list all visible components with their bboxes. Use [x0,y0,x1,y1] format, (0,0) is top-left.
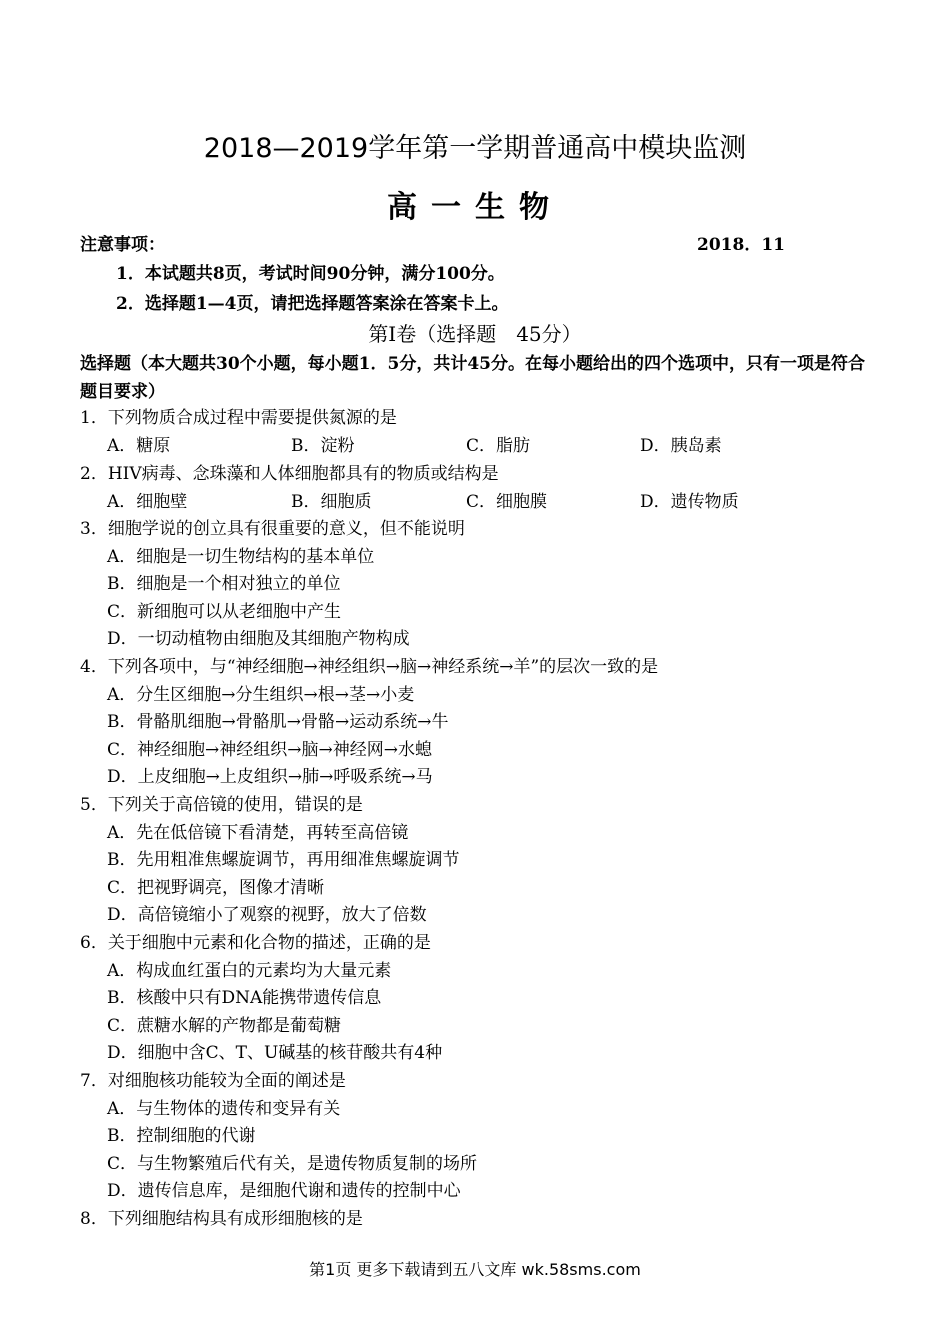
question-2-option-b: B．细胞质 [291,492,372,512]
question-6-stem: 6．关于细胞中元素和化合物的描述，正确的是 [80,933,431,953]
question-3-option-d: D．一切动植物由细胞及其细胞产物构成 [107,629,410,649]
section-instructions: 选择题（本大题共30个小题，每小题1．5分，共计45分。在每小题给出的四个选项中，只有一项是符合题目要求） [80,354,865,402]
question-3-option-c: C．新细胞可以从老细胞中产生 [107,602,342,622]
question-4-option-a: A．分生区细胞→分生组织→根→茎→小麦 [107,685,415,705]
question-1-option-b: B．淀粉 [291,436,355,456]
question-3-stem: 3．细胞学说的创立具有很重要的意义，但不能说明 [80,519,465,539]
question-4-option-c: C．神经细胞→神经组织→脑→神经网→水螅 [107,740,432,760]
question-7-stem: 7．对细胞核功能较为全面的阐述是 [80,1071,346,1091]
question-1-option-c: C．脂肪 [466,436,531,456]
question-7-option-a: A．与生物体的遗传和变异有关 [107,1099,341,1119]
question-8-stem: 8．下列细胞结构具有成形细胞核的是 [80,1209,363,1229]
question-5-option-d: D．高倍镜缩小了观察的视野，放大了倍数 [107,905,427,925]
question-6-option-b: B．核酸中只有DNA能携带遗传信息 [107,988,382,1008]
question-7-option-b: B．控制细胞的代谢 [107,1126,256,1146]
section-title: 第Ⅰ卷（选择题 45分） [368,322,582,346]
notes-label: 注意事项： [80,235,165,255]
question-6-option-c: C．蔗糖水解的产物都是葡萄糖 [107,1016,342,1036]
question-1-stem: 1．下列物质合成过程中需要提供氮源的是 [80,408,397,428]
question-2-option-d: D．遗传物质 [640,492,739,512]
question-2-option-c: C．细胞膜 [466,492,548,512]
question-5-option-b: B．先用粗准焦螺旋调节，再用细准焦螺旋调节 [107,850,460,870]
question-4-option-b: B．骨骼肌细胞→骨骼肌→骨骼→运动系统→牛 [107,712,449,732]
question-3-option-b: B．细胞是一个相对独立的单位 [107,574,341,594]
note-2: 2．选择题1—4页，请把选择题答案涂在答案卡上。 [116,294,509,314]
question-4-option-d: D．上皮细胞→上皮组织→肺→呼吸系统→马 [107,767,433,787]
page-footer: 第1页 更多下载请到五八文库 wk.58sms.com [309,1260,641,1279]
question-6-option-a: A．构成血红蛋白的元素均为大量元素 [107,961,392,981]
question-4-stem: 4．下列各项中，与“神经细胞→神经组织→脑→神经系统→羊”的层次一致的是 [80,657,659,677]
question-2-stem: 2．HIV病毒、念珠藻和人体细胞都具有的物质或结构是 [80,464,499,484]
note-1: 1．本试题共8页，考试时间90分钟，满分100分。 [116,264,505,284]
question-3-option-a: A．细胞是一切生物结构的基本单位 [107,547,375,567]
exam-date: 2018．11 [697,235,785,255]
question-7-option-d: D．遗传信息库，是细胞代谢和遗传的控制中心 [107,1181,461,1201]
question-1-option-a: A．糖原 [107,436,171,456]
question-5-stem: 5．下列关于高倍镜的使用，错误的是 [80,795,363,815]
question-7-option-c: C．与生物繁殖后代有关，是遗传物质复制的场所 [107,1154,478,1174]
question-5-option-a: A．先在低倍镜下看清楚，再转至高倍镜 [107,823,409,843]
question-6-option-d: D．细胞中含C、T、U碱基的核苷酸共有4种 [107,1043,443,1063]
question-5-option-c: C．把视野调亮，图像才清晰 [107,878,325,898]
exam-subject: 高一生物 [387,190,563,225]
exam-title: 2018—2019学年第一学期普通高中模块监测 [203,133,747,164]
question-2-option-a: A．细胞壁 [107,492,188,512]
question-1-option-d: D．胰岛素 [640,436,722,456]
